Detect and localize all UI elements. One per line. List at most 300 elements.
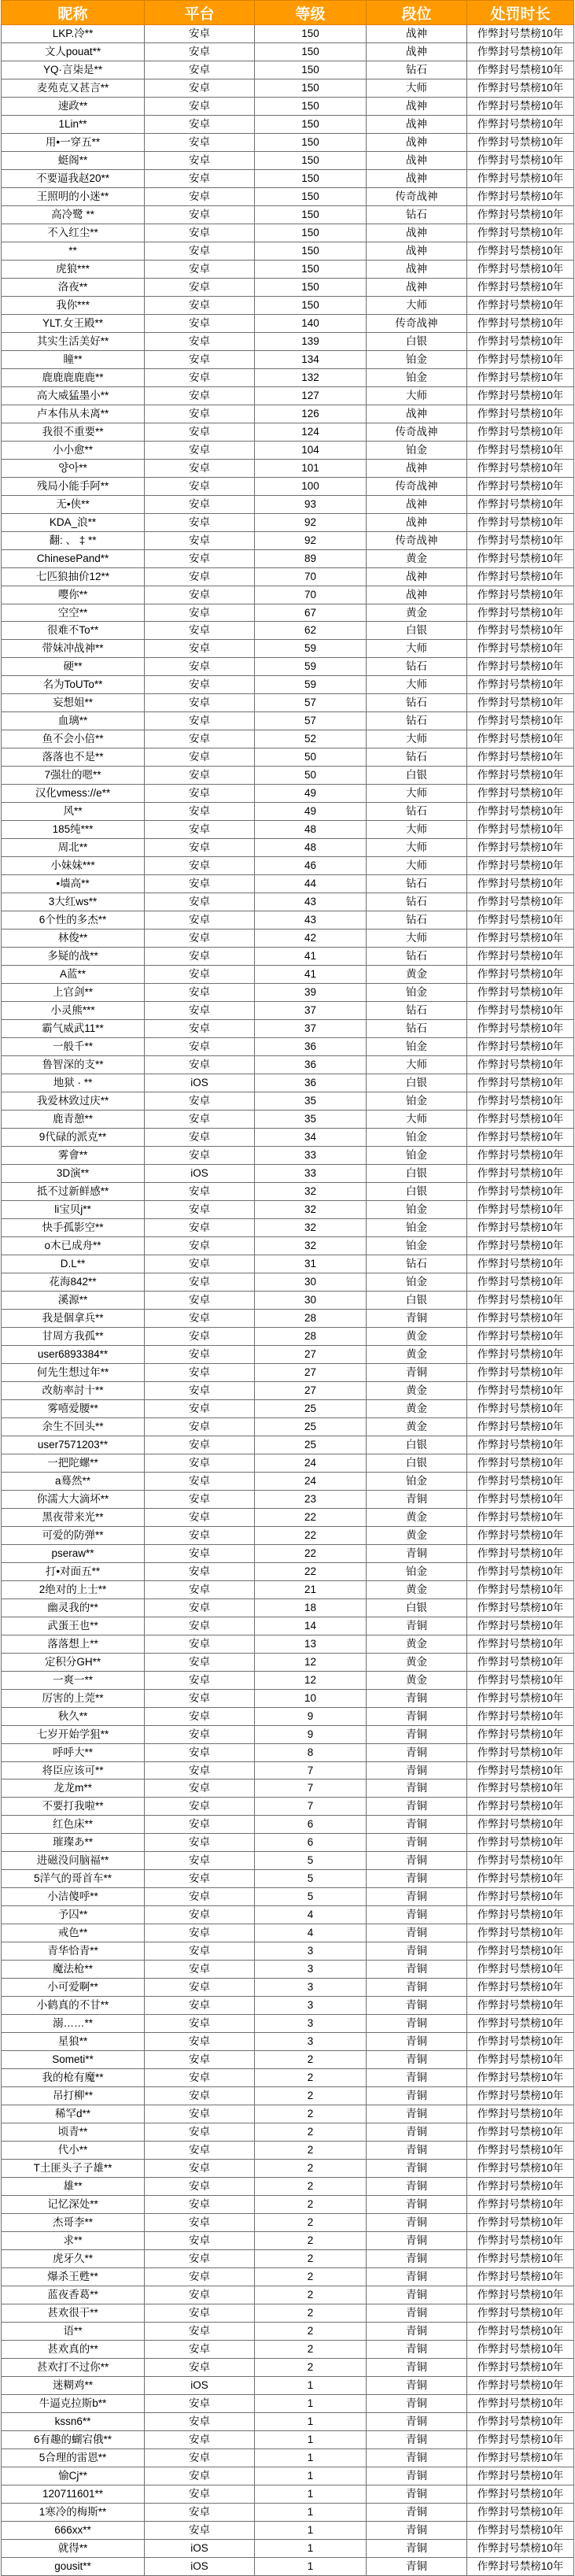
nickname-cell: 1Lin**: [2, 115, 145, 133]
platform-cell: 安卓: [145, 368, 255, 386]
nickname-cell: 溺……**: [2, 2015, 145, 2033]
nickname-cell: li宝贝j**: [2, 1200, 145, 1218]
platform-cell: 安卓: [145, 1653, 255, 1671]
rank-cell: 青铜: [367, 2268, 467, 2286]
table-row: [2, 2323, 574, 2341]
platform-cell: 安卓: [145, 839, 255, 857]
nickname-cell: 7强壮的嗯**: [2, 767, 145, 785]
table-row: [2, 1888, 574, 1906]
penalty-cell: 作弊封号禁榜10年: [467, 2412, 574, 2430]
platform-cell: 安卓: [145, 2286, 255, 2304]
rank-cell: 青铜: [367, 2196, 467, 2214]
rank-cell: 大师: [367, 839, 467, 857]
rank-cell: 钻石: [367, 803, 467, 821]
penalty-cell: 作弊封号禁榜10年: [467, 1183, 574, 1201]
penalty-cell: 作弊封号禁榜10年: [467, 1761, 574, 1780]
penalty-cell: 作弊封号禁榜10年: [467, 1020, 574, 1038]
penalty-cell: 作弊封号禁榜10年: [467, 1924, 574, 1942]
nickname-cell: 花海842**: [2, 1273, 145, 1291]
platform-cell: 安卓: [145, 1436, 255, 1454]
penalty-cell: 作弊封号禁榜10年: [467, 1617, 574, 1635]
rank-cell: 战神: [367, 43, 467, 61]
rank-cell: 青铜: [367, 2123, 467, 2142]
platform-cell: 安卓: [145, 332, 255, 350]
nickname-cell: 文人pouat**: [2, 43, 145, 61]
rank-cell: 钻石: [367, 205, 467, 224]
rank-cell: 钻石: [367, 748, 467, 767]
rank-cell: 战神: [367, 513, 467, 531]
level-cell: 150: [255, 61, 367, 79]
table-row: [2, 930, 574, 948]
penalty-cell: 作弊封号禁榜10年: [467, 1997, 574, 2015]
table-row: [2, 43, 574, 61]
level-cell: 49: [255, 803, 367, 821]
level-cell: 48: [255, 839, 367, 857]
nickname-cell: 小鹤真的不甘**: [2, 1997, 145, 2015]
table-row: [2, 1653, 574, 1671]
penalty-cell: 作弊封号禁榜10年: [467, 1707, 574, 1725]
rank-cell: 青铜: [367, 2323, 467, 2341]
rank-cell: 白银: [367, 767, 467, 785]
level-cell: 1: [255, 2448, 367, 2467]
rank-cell: 铂金: [367, 1236, 467, 1255]
penalty-cell: 作弊封号禁榜10年: [467, 332, 574, 350]
rank-cell: 青铜: [367, 2467, 467, 2485]
level-cell: 150: [255, 224, 367, 242]
penalty-cell: 作弊封号禁榜10年: [467, 2304, 574, 2323]
platform-cell: 安卓: [145, 748, 255, 767]
platform-cell: 安卓: [145, 1183, 255, 1201]
platform-cell: 安卓: [145, 2430, 255, 2448]
level-cell: 101: [255, 459, 367, 477]
table-row: [2, 1780, 574, 1798]
penalty-cell: 作弊封号禁榜10年: [467, 586, 574, 604]
nickname-cell: 鲁智深的支**: [2, 1056, 145, 1074]
table-row: [2, 2051, 574, 2069]
platform-cell: 安卓: [145, 2323, 255, 2341]
rank-cell: 钻石: [367, 875, 467, 893]
penalty-cell: 作弊封号禁榜10年: [467, 730, 574, 748]
rank-cell: 大师: [367, 821, 467, 839]
nickname-cell: a蓦然**: [2, 1472, 145, 1490]
rank-cell: 青铜: [367, 1906, 467, 1924]
rank-cell: 青铜: [367, 2358, 467, 2376]
platform-cell: 安卓: [145, 2485, 255, 2503]
table-row: [2, 730, 574, 748]
penalty-cell: 作弊封号禁榜10年: [467, 1870, 574, 1888]
level-cell: 70: [255, 567, 367, 586]
penalty-cell: 作弊封号禁榜10年: [467, 368, 574, 386]
nickname-cell: 名为ToUTo**: [2, 676, 145, 694]
platform-cell: 安卓: [145, 2412, 255, 2430]
rank-cell: 白银: [367, 1436, 467, 1454]
level-cell: 2: [255, 2304, 367, 2323]
penalty-cell: 作弊封号禁榜10年: [467, 386, 574, 405]
table-row: [2, 1002, 574, 1020]
rank-cell: 钻石: [367, 911, 467, 930]
table-row: [2, 224, 574, 242]
platform-cell: 安卓: [145, 169, 255, 187]
level-cell: 43: [255, 911, 367, 930]
nickname-cell: 龙龙m**: [2, 1780, 145, 1798]
platform-cell: 安卓: [145, 1671, 255, 1689]
level-cell: 2: [255, 2341, 367, 2359]
penalty-cell: 作弊封号禁榜10年: [467, 2539, 574, 2557]
table-row: [2, 477, 574, 495]
platform-cell: iOS: [145, 1074, 255, 1092]
platform-cell: 安卓: [145, 2196, 255, 2214]
penalty-cell: 作弊封号禁榜10年: [467, 2341, 574, 2359]
nickname-cell: 妄想姐**: [2, 694, 145, 712]
rank-cell: 传奇战神: [367, 531, 467, 549]
rank-cell: 传奇战神: [367, 477, 467, 495]
penalty-cell: 作弊封号禁榜10年: [467, 2015, 574, 2033]
rank-cell: 青铜: [367, 1961, 467, 1979]
penalty-cell: 作弊封号禁榜10年: [467, 1635, 574, 1653]
level-cell: 23: [255, 1490, 367, 1508]
level-cell: 36: [255, 1056, 367, 1074]
penalty-cell: 作弊封号禁榜10年: [467, 1291, 574, 1309]
table-row: [2, 567, 574, 586]
nickname-cell: 抵不过新鲜感**: [2, 1183, 145, 1201]
header-level: 等级: [255, 1, 367, 25]
level-cell: 42: [255, 930, 367, 948]
platform-cell: 安卓: [145, 930, 255, 948]
rank-cell: 白银: [367, 1183, 467, 1201]
nickname-cell: **: [2, 242, 145, 260]
rank-cell: 白银: [367, 1165, 467, 1183]
rank-cell: 青铜: [367, 2250, 467, 2268]
platform-cell: 安卓: [145, 278, 255, 296]
table-row: [2, 1020, 574, 1038]
table-row: [2, 712, 574, 730]
nickname-cell: 我的枪有魔**: [2, 2069, 145, 2087]
penalty-cell: 作弊封号禁榜10年: [467, 477, 574, 495]
rank-cell: 黄金: [367, 1526, 467, 1544]
platform-cell: 安卓: [145, 187, 255, 205]
table-row: [2, 2521, 574, 2539]
penalty-cell: 作弊封号禁榜10年: [467, 1562, 574, 1580]
nickname-cell: 一般千**: [2, 1038, 145, 1056]
level-cell: 7: [255, 1780, 367, 1798]
rank-cell: 黄金: [367, 1399, 467, 1417]
nickname-cell: 汉化vmess://e**: [2, 785, 145, 803]
penalty-cell: 作弊封号禁榜10年: [467, 2178, 574, 2196]
platform-cell: 安卓: [145, 423, 255, 441]
penalty-cell: 作弊封号禁榜10年: [467, 948, 574, 966]
level-cell: 37: [255, 1002, 367, 1020]
nickname-cell: 周北**: [2, 839, 145, 857]
nickname-cell: 厉害的上莞**: [2, 1689, 145, 1707]
table-row: [2, 278, 574, 296]
nickname-cell: 2绝对的上士**: [2, 1580, 145, 1598]
table-row: [2, 1562, 574, 1580]
penalty-cell: 作弊封号禁榜10年: [467, 1888, 574, 1906]
level-cell: 89: [255, 549, 367, 567]
platform-cell: 安卓: [145, 2341, 255, 2359]
table-row: [2, 658, 574, 676]
penalty-cell: 作弊封号禁榜10年: [467, 133, 574, 151]
table-body: [2, 25, 574, 2576]
table-row: [2, 79, 574, 97]
nickname-cell: 瞳**: [2, 350, 145, 368]
penalty-cell: 作弊封号禁榜10年: [467, 1147, 574, 1165]
penalty-cell: 作弊封号禁榜10年: [467, 748, 574, 767]
platform-cell: 安卓: [145, 549, 255, 567]
penalty-cell: 作弊封号禁榜10年: [467, 549, 574, 567]
table-row: [2, 2358, 574, 2376]
level-cell: 57: [255, 694, 367, 712]
rank-cell: 白银: [367, 1598, 467, 1617]
table-row: [2, 205, 574, 224]
platform-cell: 安卓: [145, 1002, 255, 1020]
platform-cell: 安卓: [145, 1490, 255, 1508]
platform-cell: 安卓: [145, 911, 255, 930]
platform-cell: 安卓: [145, 2521, 255, 2539]
table-row: [2, 1454, 574, 1472]
level-cell: 35: [255, 1111, 367, 1129]
level-cell: 1: [255, 2376, 367, 2394]
table-row: [2, 2412, 574, 2430]
platform-cell: 安卓: [145, 1020, 255, 1038]
table-row: [2, 2448, 574, 2467]
level-cell: 2: [255, 2087, 367, 2105]
rank-cell: 青铜: [367, 1309, 467, 1327]
penalty-cell: 作弊封号禁榜10年: [467, 1218, 574, 1236]
rank-cell: 大师: [367, 785, 467, 803]
penalty-cell: 作弊封号禁榜10年: [467, 1165, 574, 1183]
nickname-cell: 打•对面五**: [2, 1562, 145, 1580]
nickname-cell: 余生不回头**: [2, 1417, 145, 1436]
nickname-cell: 璀璨あ**: [2, 1834, 145, 1852]
platform-cell: 安卓: [145, 966, 255, 984]
nickname-cell: 红色床**: [2, 1816, 145, 1834]
rank-cell: 青铜: [367, 2286, 467, 2304]
level-cell: 93: [255, 495, 367, 513]
table-row: [2, 2557, 574, 2575]
level-cell: 132: [255, 368, 367, 386]
rank-cell: 青铜: [367, 1780, 467, 1798]
penalty-cell: 作弊封号禁榜10年: [467, 1309, 574, 1327]
nickname-cell: 多疑的战**: [2, 948, 145, 966]
rank-cell: 战神: [367, 586, 467, 604]
level-cell: 32: [255, 1200, 367, 1218]
platform-cell: 安卓: [145, 495, 255, 513]
table-row: [2, 984, 574, 1002]
level-cell: 150: [255, 133, 367, 151]
platform-cell: 安卓: [145, 441, 255, 459]
rank-cell: 青铜: [367, 2503, 467, 2521]
platform-cell: 安卓: [145, 1870, 255, 1888]
table-row: [2, 785, 574, 803]
nickname-cell: 鹿青憩**: [2, 1111, 145, 1129]
table-row: [2, 531, 574, 549]
level-cell: 3: [255, 1997, 367, 2015]
nickname-cell: 蜓阁**: [2, 151, 145, 169]
penalty-cell: 作弊封号禁榜10年: [467, 1436, 574, 1454]
level-cell: 36: [255, 1074, 367, 1092]
level-cell: 3: [255, 1942, 367, 1961]
level-cell: 35: [255, 1092, 367, 1111]
platform-cell: 安卓: [145, 61, 255, 79]
level-cell: 22: [255, 1526, 367, 1544]
table-row: [2, 1924, 574, 1942]
platform-cell: 安卓: [145, 2304, 255, 2323]
table-row: [2, 1816, 574, 1834]
rank-cell: 战神: [367, 459, 467, 477]
level-cell: 2: [255, 2196, 367, 2214]
table-row: [2, 767, 574, 785]
level-cell: 27: [255, 1345, 367, 1363]
header-row: [2, 1, 574, 25]
rank-cell: 黄金: [367, 1653, 467, 1671]
rank-cell: 战神: [367, 133, 467, 151]
level-cell: 2: [255, 2268, 367, 2286]
penalty-cell: 作弊封号禁榜10年: [467, 2105, 574, 2123]
nickname-cell: 卢本伟从未离**: [2, 405, 145, 423]
platform-cell: 安卓: [145, 1218, 255, 1236]
nickname-cell: 小妹妹***: [2, 857, 145, 875]
table-row: [2, 1526, 574, 1544]
table-row: [2, 2105, 574, 2123]
table-row: [2, 25, 574, 43]
penalty-cell: 作弊封号禁榜10年: [467, 151, 574, 169]
table-row: [2, 1092, 574, 1111]
table-row: [2, 97, 574, 115]
table-row: [2, 1111, 574, 1129]
rank-cell: 铂金: [367, 1218, 467, 1236]
penalty-cell: 作弊封号禁榜10年: [467, 893, 574, 911]
nickname-cell: 雾會**: [2, 1147, 145, 1165]
penalty-cell: 作弊封号禁榜10年: [467, 2250, 574, 2268]
nickname-cell: 顷青**: [2, 2123, 145, 2142]
penalty-cell: 作弊封号禁榜10年: [467, 1508, 574, 1526]
table-row: [2, 1852, 574, 1870]
rank-cell: 青铜: [367, 2521, 467, 2539]
table-row: [2, 1291, 574, 1309]
platform-cell: 安卓: [145, 1997, 255, 2015]
table-row: [2, 1381, 574, 1399]
penalty-cell: 作弊封号禁榜10年: [467, 1743, 574, 1761]
rank-cell: 战神: [367, 115, 467, 133]
rank-cell: 青铜: [367, 1834, 467, 1852]
level-cell: 31: [255, 1255, 367, 1273]
rank-cell: 战神: [367, 242, 467, 260]
platform-cell: 安卓: [145, 2214, 255, 2232]
rank-cell: 黄金: [367, 966, 467, 984]
penalty-cell: 作弊封号禁榜10年: [467, 1002, 574, 1020]
platform-cell: 安卓: [145, 1399, 255, 1417]
table-row: [2, 260, 574, 278]
level-cell: 1: [255, 2394, 367, 2412]
level-cell: 2: [255, 2323, 367, 2341]
table-row: [2, 1417, 574, 1436]
penalty-cell: 作弊封号禁榜10年: [467, 1780, 574, 1798]
penalty-cell: 作弊封号禁榜10年: [467, 423, 574, 441]
rank-cell: 大师: [367, 857, 467, 875]
level-cell: 36: [255, 1038, 367, 1056]
level-cell: 21: [255, 1580, 367, 1598]
rank-cell: 战神: [367, 97, 467, 115]
level-cell: 43: [255, 893, 367, 911]
table-row: [2, 2123, 574, 2142]
rank-cell: 白银: [367, 1454, 467, 1472]
level-cell: 150: [255, 43, 367, 61]
rank-cell: 青铜: [367, 2448, 467, 2467]
rank-cell: 黄金: [367, 1381, 467, 1399]
rank-cell: 钻石: [367, 712, 467, 730]
level-cell: 150: [255, 115, 367, 133]
table-row: [2, 1906, 574, 1924]
table-row: [2, 586, 574, 604]
penalty-cell: 作弊封号禁榜10年: [467, 1038, 574, 1056]
nickname-cell: 我是個拿兵**: [2, 1309, 145, 1327]
penalty-cell: 作弊封号禁榜10年: [467, 314, 574, 332]
rank-cell: 黄金: [367, 549, 467, 567]
nickname-cell: 120711601**: [2, 2485, 145, 2503]
nickname-cell: 小小愈**: [2, 441, 145, 459]
platform-cell: 安卓: [145, 1816, 255, 1834]
penalty-cell: 作弊封号禁榜10年: [467, 640, 574, 658]
table-row: [2, 1236, 574, 1255]
platform-cell: 安卓: [145, 712, 255, 730]
platform-cell: 安卓: [145, 1743, 255, 1761]
penalty-cell: 作弊封号禁榜10年: [467, 622, 574, 640]
rank-cell: 大师: [367, 676, 467, 694]
penalty-cell: 作弊封号禁榜10年: [467, 1598, 574, 1617]
penalty-cell: 作弊封号禁榜10年: [467, 79, 574, 97]
penalty-cell: 作弊封号禁榜10年: [467, 1979, 574, 1997]
penalty-cell: 作弊封号禁榜10年: [467, 2557, 574, 2575]
level-cell: 50: [255, 767, 367, 785]
nickname-cell: 虎狼***: [2, 260, 145, 278]
penalty-cell: 作弊封号禁榜10年: [467, 2376, 574, 2394]
platform-cell: 安卓: [145, 1780, 255, 1798]
penalty-cell: 作弊封号禁榜10年: [467, 2448, 574, 2467]
rank-cell: 钻石: [367, 1255, 467, 1273]
penalty-cell: 作弊封号禁榜10年: [467, 604, 574, 622]
platform-cell: 安卓: [145, 2160, 255, 2178]
penalty-cell: 作弊封号禁榜10年: [467, 1961, 574, 1979]
penalty-cell: 作弊封号禁榜10年: [467, 785, 574, 803]
penalty-cell: 作弊封号禁榜10年: [467, 767, 574, 785]
table-row: [2, 2015, 574, 2033]
penalty-cell: 作弊封号禁榜10年: [467, 25, 574, 43]
penalty-cell: 作弊封号禁榜10年: [467, 2033, 574, 2051]
nickname-cell: 185纯***: [2, 821, 145, 839]
platform-cell: 安卓: [145, 1942, 255, 1961]
level-cell: 24: [255, 1472, 367, 1490]
platform-cell: 安卓: [145, 658, 255, 676]
nickname-cell: D.L**: [2, 1255, 145, 1273]
level-cell: 3: [255, 1961, 367, 1979]
nickname-cell: 5洋气的哥首车**: [2, 1870, 145, 1888]
level-cell: 92: [255, 513, 367, 531]
nickname-cell: 很难不To**: [2, 622, 145, 640]
level-cell: 28: [255, 1309, 367, 1327]
penalty-cell: 作弊封号禁榜10年: [467, 1345, 574, 1363]
penalty-cell: 作弊封号禁榜10年: [467, 1200, 574, 1218]
platform-cell: 安卓: [145, 2087, 255, 2105]
penalty-cell: 作弊封号禁榜10年: [467, 875, 574, 893]
level-cell: 3: [255, 2033, 367, 2051]
level-cell: 2: [255, 2358, 367, 2376]
table-row: [2, 1942, 574, 1961]
table-row: [2, 242, 574, 260]
nickname-cell: 求**: [2, 2232, 145, 2250]
rank-cell: 战神: [367, 169, 467, 187]
nickname-cell: Someti**: [2, 2051, 145, 2069]
